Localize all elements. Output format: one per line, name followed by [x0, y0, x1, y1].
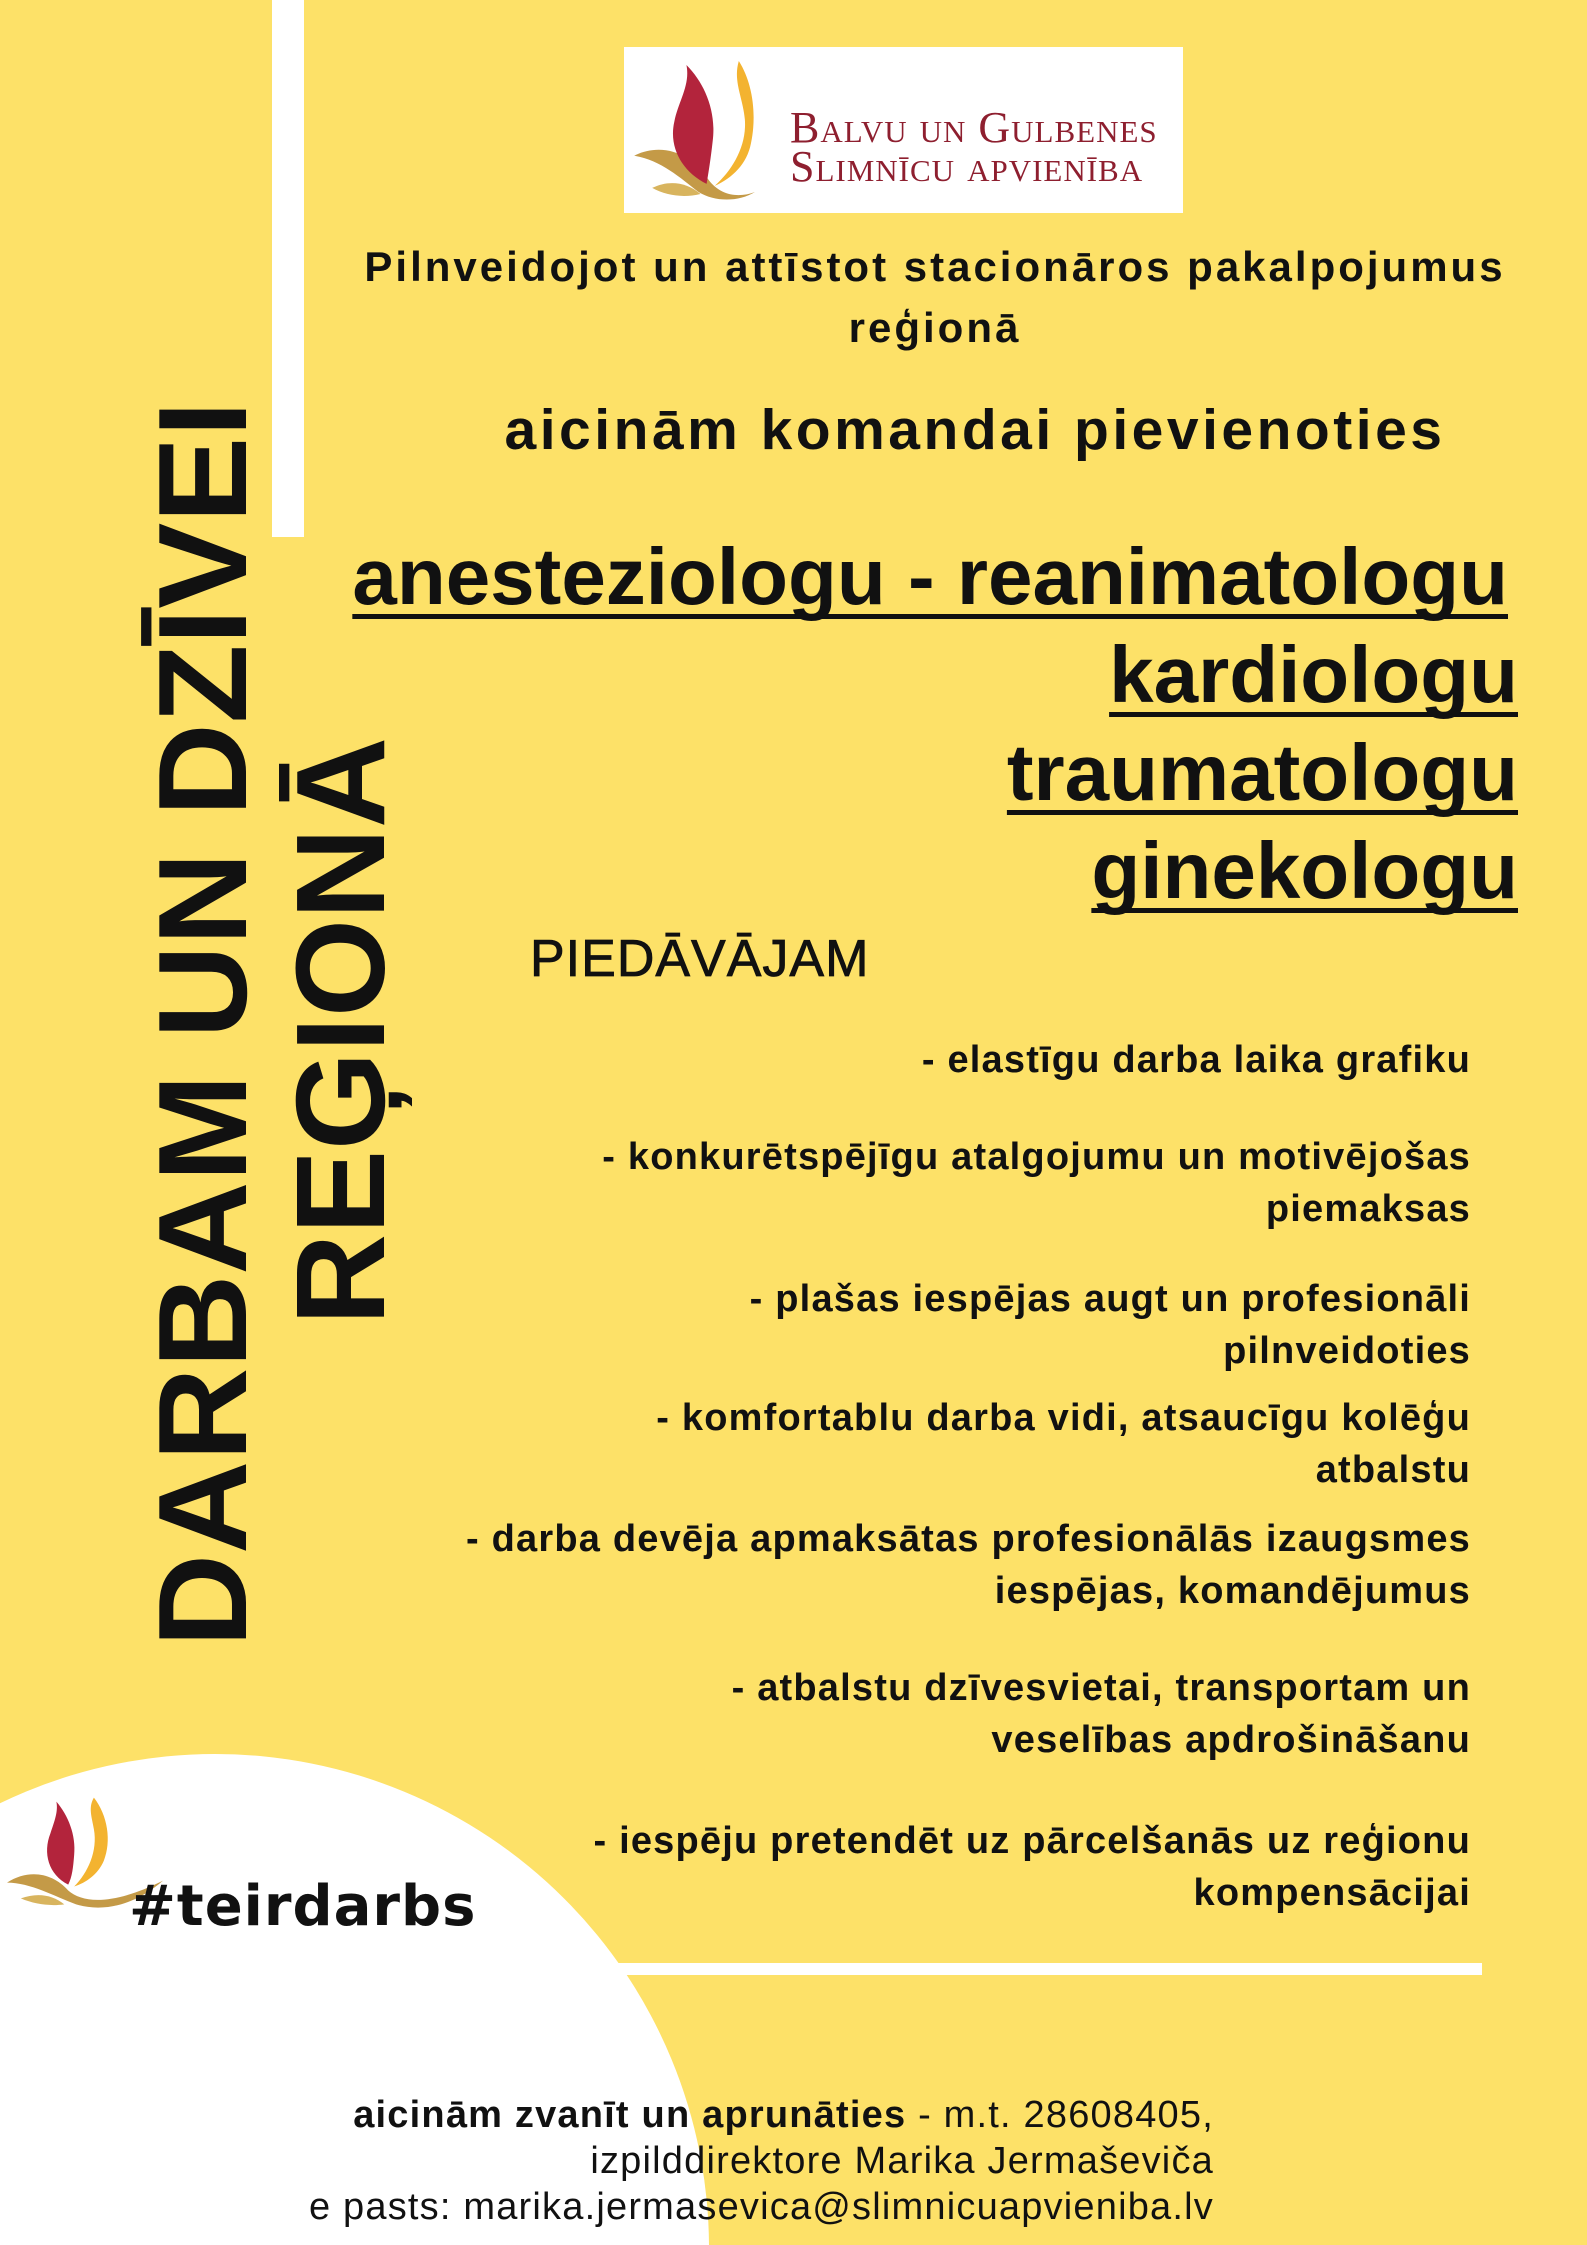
- vacancy-gynecologist: ginekologu: [1091, 826, 1518, 915]
- offer-item: [750, 1273, 1471, 1377]
- vacancy-list: [352, 528, 1518, 920]
- vacancy-cardiologist: kardiologu: [1109, 630, 1518, 719]
- offer-item: [922, 1034, 1471, 1086]
- side-title-line2: REĢIONĀ: [270, 736, 413, 1325]
- yellow-flame: [715, 61, 754, 186]
- offer-item: [732, 1662, 1471, 1766]
- contact-phone: - m.t. 28608405,: [918, 2094, 1214, 2136]
- vacancy-traumatologist: traumatologu: [1006, 728, 1518, 817]
- white-divider-line: [580, 1963, 1482, 1975]
- logo-text-line1: Balvu un Gulbenes: [790, 103, 1158, 152]
- red-flame: [47, 1802, 74, 1885]
- offer-item-line: pilnveidoties: [1223, 1330, 1471, 1372]
- hashtag-text: #teirdarbs: [129, 1874, 477, 1939]
- contact-call-row: [309, 2092, 1214, 2138]
- offer-item-line: - plašas iespējas augt un profesionāli: [749, 1278, 1471, 1320]
- contact-call-invite: aicinām zvanīt un aprunāties: [353, 2094, 907, 2136]
- offer-item-line: piemaksas: [1265, 1188, 1471, 1230]
- offer-item: [602, 1131, 1471, 1235]
- contact-name: izpilddirektore Marika Jermaševiča: [590, 2140, 1214, 2182]
- offer-item: [656, 1392, 1471, 1496]
- flame-logo-icon: [634, 59, 755, 200]
- offer-item-line: - komfortablu darba vidi, atsaucīgu kolēģu: [656, 1397, 1471, 1439]
- offer-item-line: - elastīgu darba laika grafiku: [921, 1039, 1471, 1081]
- offer-item-line: - iespēju pretendēt uz pārcelšanās uz reģionu: [593, 1820, 1471, 1862]
- offer-item-line: - konkurētspējīgu atalgojumu un motivējošas: [602, 1136, 1471, 1178]
- contact-block: [309, 2092, 1214, 2230]
- contact-email: e pasts: marika.jermasevica@slimnicuapvieniba.lv: [308, 2186, 1214, 2228]
- offer-item-line: kompensācijai: [1193, 1872, 1471, 1914]
- offer-item-line: veselības apdrošināšanu: [991, 1719, 1471, 1761]
- intro-text: Pilnveidojot un attīstot stacionāros pakalpojumus reģionā: [364, 243, 1506, 351]
- offer-item-line: - atbalstu dzīvesvietai, transportam un: [731, 1667, 1471, 1709]
- hospital-logo: [624, 47, 1183, 213]
- offer-item: [466, 1513, 1471, 1617]
- logo-text-line2: Slimnīcu apvienība: [790, 142, 1144, 191]
- vacancy-anesthesiologist: anesteziologu - reanimatologu: [352, 532, 1508, 621]
- offer-item-line: atbalstu: [1315, 1449, 1471, 1491]
- side-title-line1: DARBAM UN DZĪVEI: [132, 429, 273, 1647]
- yellow-flame: [74, 1798, 108, 1887]
- invite-heading: aicinām komandai pievienoties: [504, 398, 1446, 462]
- offer-heading: PIEDĀVĀJAM: [530, 930, 870, 988]
- offer-item-line: - darba devēja apmaksātas profesionālās izaugsmes: [466, 1518, 1471, 1560]
- offer-item-line: iespējas, komandējumus: [994, 1570, 1471, 1612]
